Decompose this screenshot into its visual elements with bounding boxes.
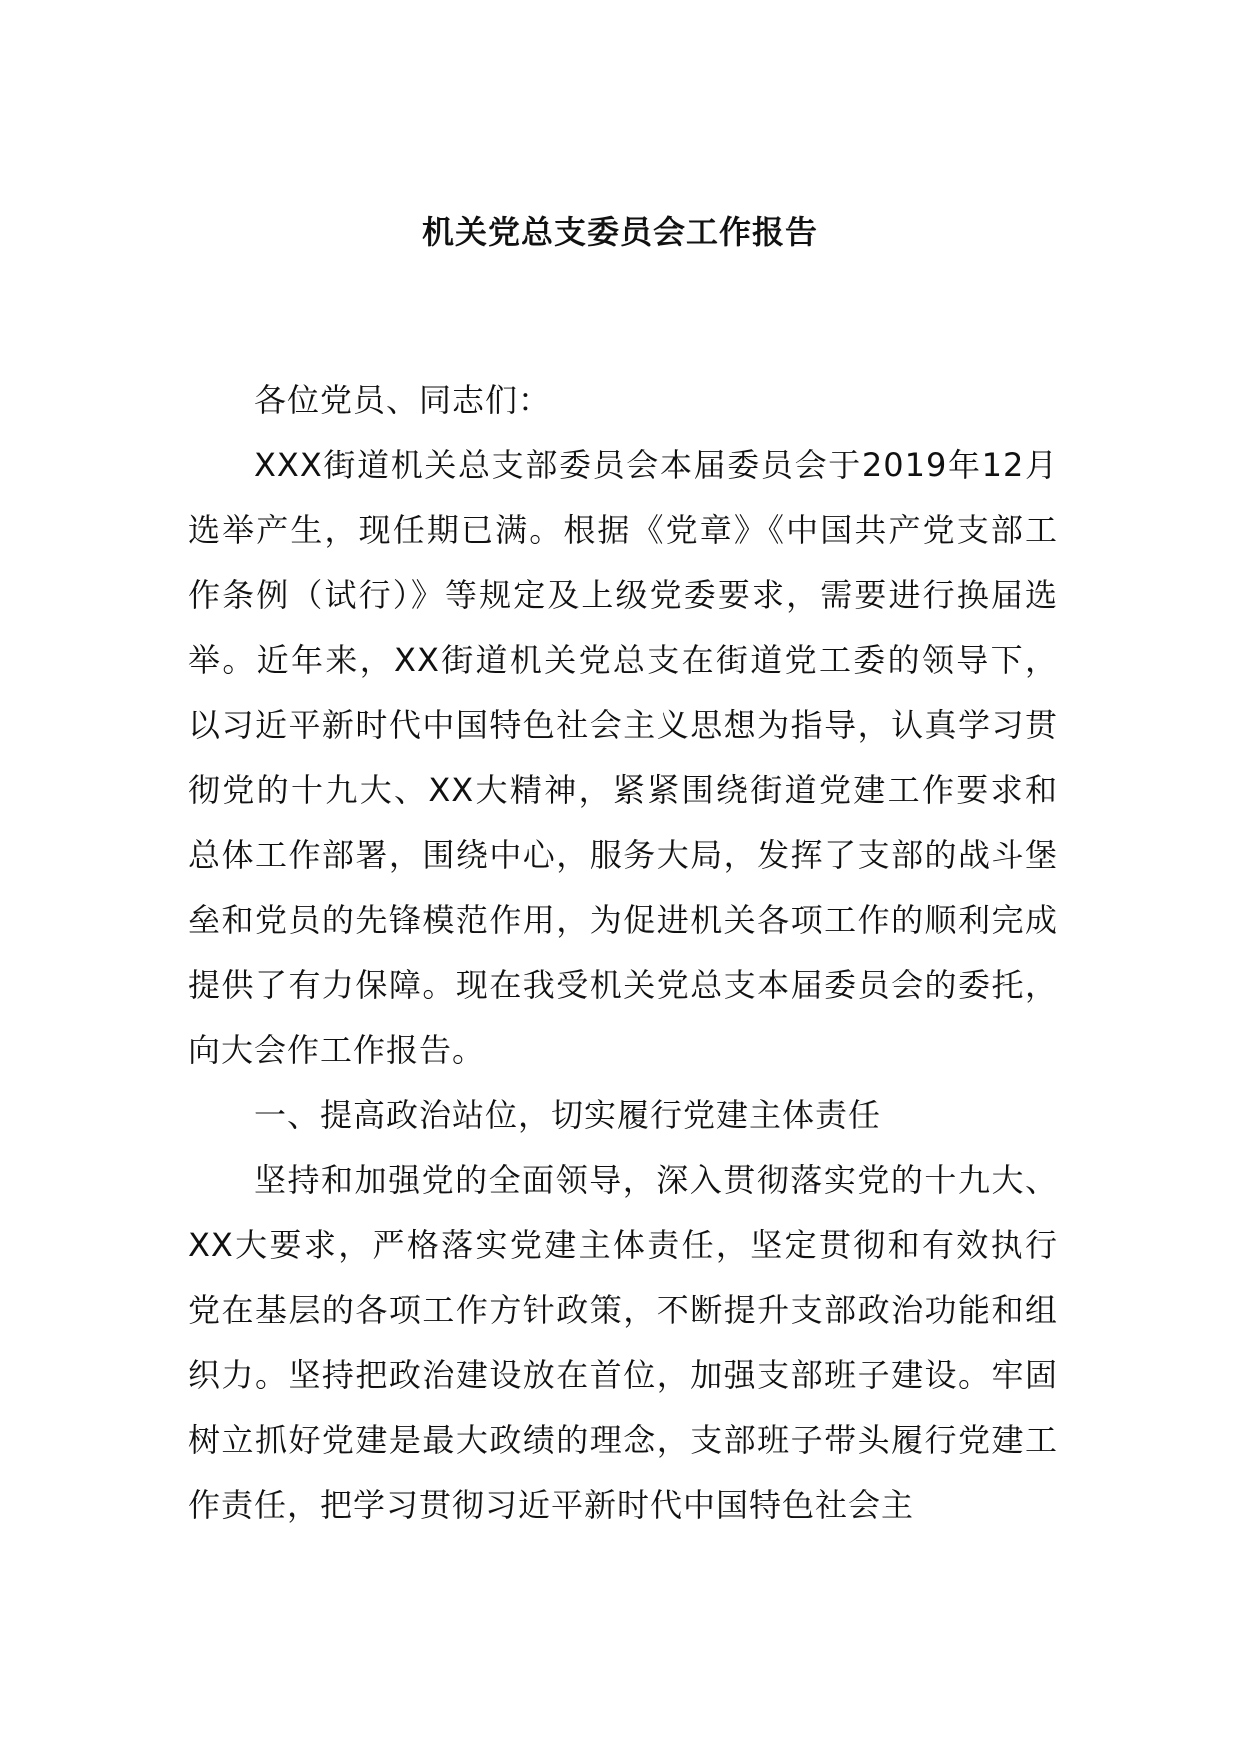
document-body: [188, 368, 1058, 1538]
section-1-paragraph: 坚持和加强党的全面领导，深入贯彻落实党的十九大、XX大要求，严格落实党建主体责任，坚定贯彻和有效执行党在基层的各项工作方针政策，不断提升支部政治功能和组织力。坚持把政治建设放在首位，加强支部班子建设。牢固树立抓好党建是最大政绩的理念，支部班子带头履行党建工作责任，把学习贯彻习近平新时代中国特色社会主: [188, 1161, 1058, 1524]
section-heading-1: 一、提高政治站位，切实履行党建主体责任: [254, 1096, 882, 1134]
intro-paragraph: XXX街道机关总支部委员会本届委员会于2019年12月选举产生，现任期已满。根据《党章》《中国共产党支部工作条例（试行）》等规定及上级党委要求，需要进行换届选举。近年来，XX街道机关党总支在街道党工委的领导下，以习近平新时代中国特色社会主义思想为指导，认真学习贯彻党的十九大、XX大精神，紧紧围绕街道党建工作要求和总体工作部署，围绕中心，服务大局，发挥了支部的战斗堡垒和党员的先锋模范作用，为促进机关各项工作的顺利完成提供了有力保障。现在我受机关党总支本届委员会的委托，向大会作工作报告。: [188, 446, 1058, 1069]
document-title: 机关党总支委员会工作报告: [421, 213, 818, 251]
salutation-paragraph: 各位党员、同志们：: [254, 381, 552, 419]
